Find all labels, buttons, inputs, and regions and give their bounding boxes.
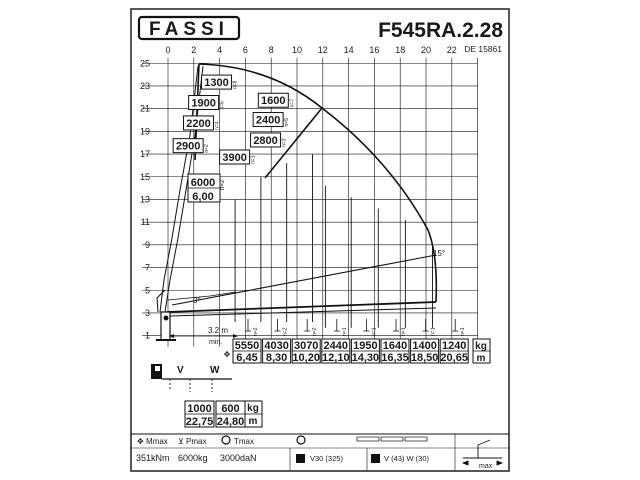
winch-units (245, 401, 262, 427)
x-tick-label: 14 (343, 45, 354, 55)
winch-cab-icon-2 (371, 454, 380, 463)
bottom-load-n: n=2 (253, 327, 259, 336)
min-reach-value: 3.2 m (208, 326, 229, 335)
brand-logo: FASSI (149, 19, 229, 40)
arc-load-kg: 1600 (261, 95, 286, 108)
y-tick-label: 13 (139, 194, 150, 205)
arc-load-n: n=1 (250, 155, 257, 164)
bottom-load-kg: 1640 (382, 340, 408, 352)
x-tick-label: 2 (191, 45, 197, 55)
y-tick-label: 11 (140, 217, 150, 228)
winch-vw: V (43) W (30) (384, 454, 430, 463)
main-load-box (188, 174, 226, 203)
y-tick-label: 23 (139, 80, 150, 91)
bottom-load-m: 16,35 (381, 352, 409, 364)
arc-load-kg: 1300 (204, 77, 229, 90)
winch-load-kg: 1000 (187, 403, 212, 415)
bottom-load-n: n=1 (460, 327, 467, 336)
pmax-value: 6000kg (178, 453, 208, 463)
y-tick-label: 25 (139, 58, 150, 69)
bottom-load-m: 14,30 (351, 352, 380, 364)
bottom-load-n: n=1 (341, 327, 348, 336)
main-load-m: 6,00 (192, 191, 214, 203)
bottom-load-n: n=2 (312, 327, 319, 336)
bottom-load-kg: 2440 (323, 340, 349, 352)
pmax-icon: ⊻ (178, 437, 184, 446)
y-tick-label: 21 (139, 103, 150, 114)
arc-load-kg: 2200 (186, 117, 211, 130)
y-tick-label: 7 (144, 262, 150, 273)
bottom-load-kg: 4030 (264, 340, 289, 352)
model-title: F545RA.2.28 (378, 19, 503, 42)
arc-load-n: n=3 (281, 138, 288, 147)
x-tick-label: 4 (217, 45, 223, 55)
unit-m: m (476, 353, 486, 364)
x-tick-label: 8 (268, 45, 274, 55)
arc-load-n: n=2 (204, 144, 211, 153)
y-tick-label: 9 (144, 239, 150, 250)
x-tick-label: 12 (317, 45, 328, 55)
bottom-load-kg: 5550 (234, 340, 260, 352)
x-tick-label: 0 (165, 45, 171, 55)
doc-code: DE 15861 (464, 44, 502, 54)
bottom-load-kg: 1950 (353, 340, 378, 352)
winch-load-m: 22,75 (185, 416, 214, 428)
y-tick-label: 1 (144, 330, 150, 341)
max-label: max (479, 463, 493, 470)
y-tick-label: 17 (139, 149, 150, 160)
arc-load-n: n=6 (219, 101, 226, 110)
y-tick-label: 15 (139, 171, 150, 182)
arc-load-kg: 3900 (222, 151, 247, 164)
mmax-icon: ✥ (137, 437, 144, 446)
arc-load-n: n=5 (284, 118, 291, 127)
main-load-n: n=2 (220, 179, 226, 190)
bottom-load-kg: 3070 (293, 340, 319, 352)
bottom-load-m: 18,50 (410, 352, 439, 364)
column-pivot (164, 316, 169, 321)
arc-load-n: n=7 (289, 98, 296, 108)
bottom-load-n: n=1 (371, 327, 378, 336)
x-tick-label: 10 (291, 45, 303, 55)
tmax-value: 3000daN (220, 453, 257, 463)
bottom-load-m: 20,65 (440, 352, 468, 364)
bottom-load-m: 6,45 (236, 352, 258, 364)
bottom-load-m: 12,10 (322, 352, 350, 364)
winch-label-w: W (210, 365, 220, 376)
winch-load-column (185, 401, 214, 428)
arc-load-n: n=4 (214, 121, 221, 130)
arc-load-n: n=8 (232, 80, 239, 90)
winch-label-v: V (177, 365, 184, 376)
winch-load-column (216, 401, 245, 428)
winch-unit-kg: kg (247, 403, 259, 414)
x-tick-label: 16 (369, 45, 380, 55)
x-tick-label: 22 (446, 45, 457, 55)
bottom-load-kg: 1240 (441, 340, 467, 352)
bottom-load-n: n=1 (430, 327, 437, 336)
bottom-load-m: 8,30 (265, 352, 288, 364)
bottom-load-kg: 1400 (412, 340, 437, 352)
y-tick-label: 5 (144, 285, 150, 296)
arc-load-kg: 2400 (255, 114, 281, 127)
main-load-kg: 6000 (190, 177, 216, 189)
arc-load-kg: 2900 (175, 140, 201, 153)
x-tick-label: 6 (242, 45, 248, 55)
min-reach-label: min. (209, 339, 223, 346)
mmax-marker-icon: ✥ (223, 350, 231, 359)
arc-load-kg: 1900 (191, 97, 216, 110)
unit-kg: kg (475, 341, 487, 352)
bottom-units (473, 339, 490, 364)
x-tick-label: 18 (395, 45, 406, 55)
boom-angle-0: 0° (193, 296, 201, 305)
arc-load-kg: 2800 (253, 134, 278, 147)
y-tick-label: 3 (144, 307, 150, 318)
winch-v30: V30 (325) (310, 454, 343, 463)
bottom-load-m: 10,20 (292, 352, 320, 364)
winch-unit-m: m (248, 416, 258, 427)
boom-angle-15: 15° (433, 249, 446, 258)
y-tick-label: 19 (139, 126, 150, 137)
x-tick-label: 20 (420, 45, 432, 55)
bottom-load-n: n=2 (282, 327, 289, 336)
tmax-label: Tmax (234, 437, 254, 446)
mmax-label: Mmax (146, 437, 168, 446)
winch-load-kg: 600 (221, 403, 240, 415)
winch-cab-icon-1 (296, 454, 305, 463)
bottom-load-n: n=1 (401, 327, 407, 336)
pmax-label: Pmax (186, 437, 207, 446)
winch-load-m: 24,80 (216, 416, 245, 428)
mmax-value: 351kNm (136, 453, 170, 463)
